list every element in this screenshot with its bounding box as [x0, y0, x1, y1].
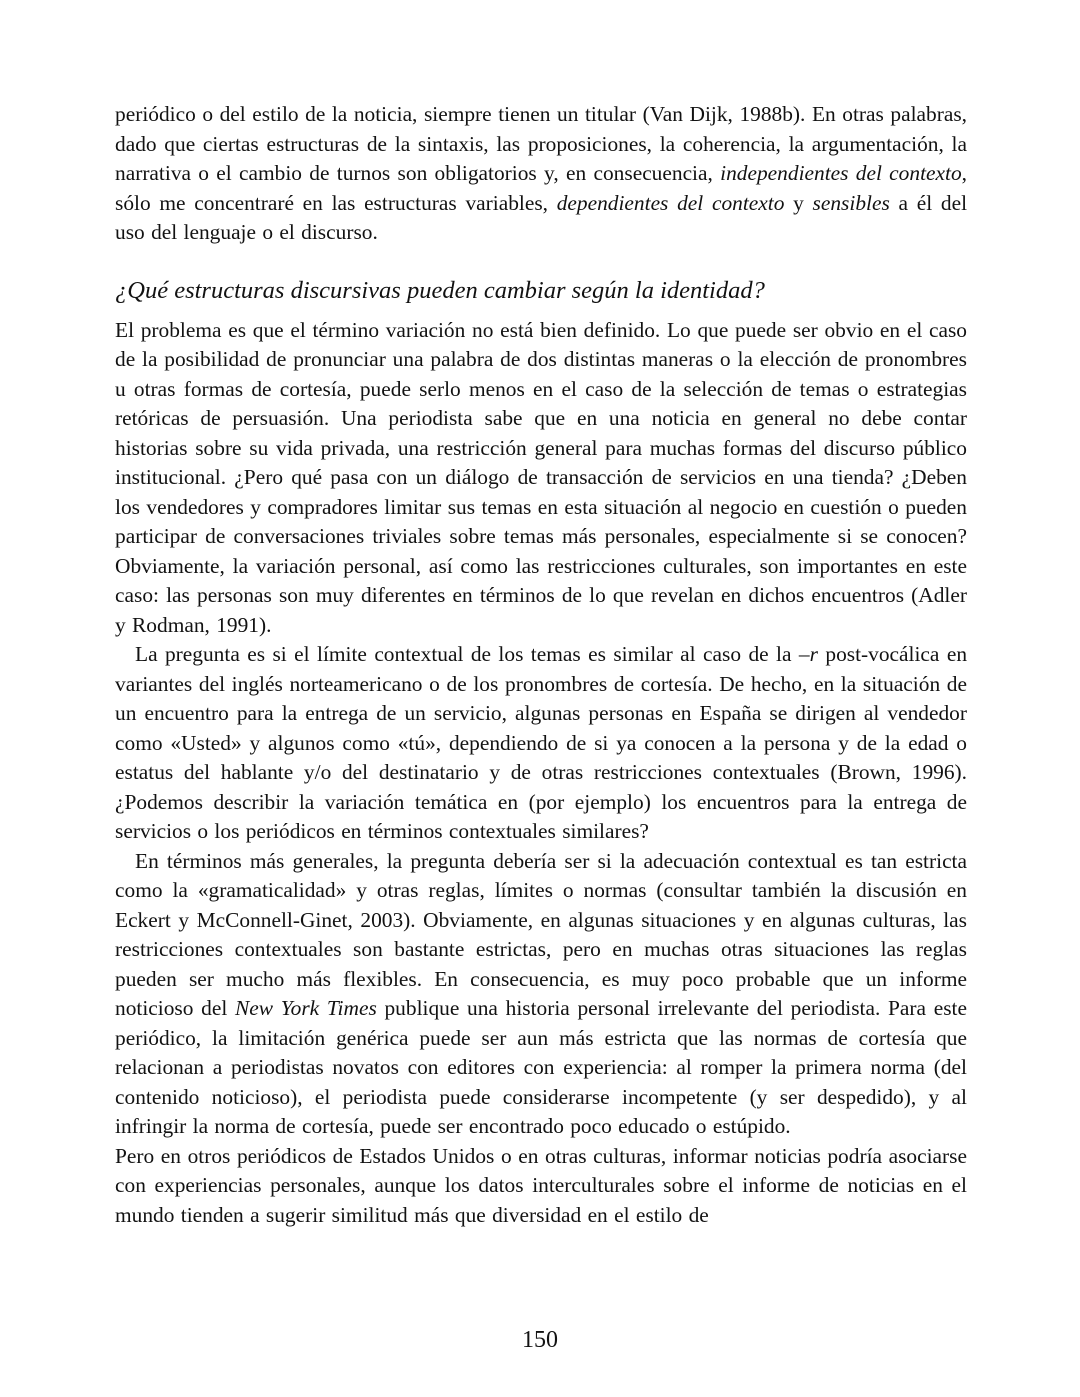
paragraph: En términos más generales, la pregunta debería ser si la adecuación contextual es tan estricta como la «gramaticalidad» y otras reglas, límites o normas (consultar también la discusión en Eckert y McConnell-Ginet, 2003). Obviamente, en algunas situaciones y en algunas culturas, las restricciones contextuales son bastante estrictas, pero en muchas otras situaciones las reglas pueden ser mucho más flexibles. En consecuencia, es muy poco probable que un informe noticioso del New York Times publique una historia personal irrelevante del periodista. Para este periódico, la limitación genérica puede ser aun más estricta que las normas de cortesía que relacionan a periodistas novatos con editores con experiencia: al romper la primera norma (del contenido noticioso), el periodista puede considerarse incompetente (y ser despedido), y al infringir la norma de cortesía, puede ser encontrado poco educado o estúpido. — [115, 848, 967, 1138]
text-block — [115, 100, 967, 1230]
paragraph: periódico o del estilo de la noticia, siempre tienen un titular (Van Dijk, 1988b). En otras palabras, dado que ciertas estructuras de la sintaxis, las proposiciones, la coherencia, la argumentación, la narrativa o el cambio de turnos son obligatorios y, en consecuencia, independientes del contexto, sólo me concentraré en las estructuras variables, dependientes del contexto y sensibles a él del uso del lenguaje o el discurso. — [115, 102, 968, 244]
paragraph: Pero en otros periódicos de Estados Unidos o en otras culturas, informar noticias podría asociarse con experiencias personales, aunque los datos interculturales sobre el informe de noticias en el mundo tienden a sugerir similitud más que diversidad en el estilo de — [115, 1143, 967, 1227]
paragraph: El problema es que el término variación no está bien definido. Lo que puede ser obvio en el caso de la posibilidad de pronunciar una palabra de dos distintas maneras o la elección de pronombres u otras formas de cortesía, puede serlo menos en el caso de la selección de temas o estrategias retóricas de persuasión. Una periodista sabe que en una noticia en general no debe contar historias sobre su vida privada, una restricción general para muchas formas del discurso público institucional. ¿Pero qué pasa con un diálogo de transacción de servicios en una tienda? ¿Deben los vendedores y compradores limitar sus temas en esta situación al negocio en cuestión o pueden participar de conversaciones triviales sobre temas más personales, especialmente si se conocen? Obviamente, la variación personal, así como las restricciones culturales, son importantes en este caso: las personas son muy diferentes en términos de lo que revelan en dichos encuentros (Adler y Rodman, 1991). — [115, 317, 967, 637]
section-heading: ¿Qué estructuras discursivas pueden cambiar según la identidad? — [115, 276, 765, 304]
page-number: 150 — [522, 1327, 558, 1353]
paragraph: La pregunta es si el límite contextual de los temas es similar al caso de la –r post-vocálica en variantes del inglés norteamericano o de los pronombres de cortesía. De hecho, en la situación de un encuentro para la entrega de un servicio, algunas personas en España se dirigen al vendedor como «Usted» y algunos como «tú», dependiendo de si ya conocen a la persona y de la edad o estatus del hablante y/o del destinatario y de otras restricciones contextuales (Brown, 1996). ¿Podemos describir la variación temática en (por ejemplo) los encuentros para la entrega de servicios o los periódicos en términos contextuales similares? — [115, 642, 968, 843]
